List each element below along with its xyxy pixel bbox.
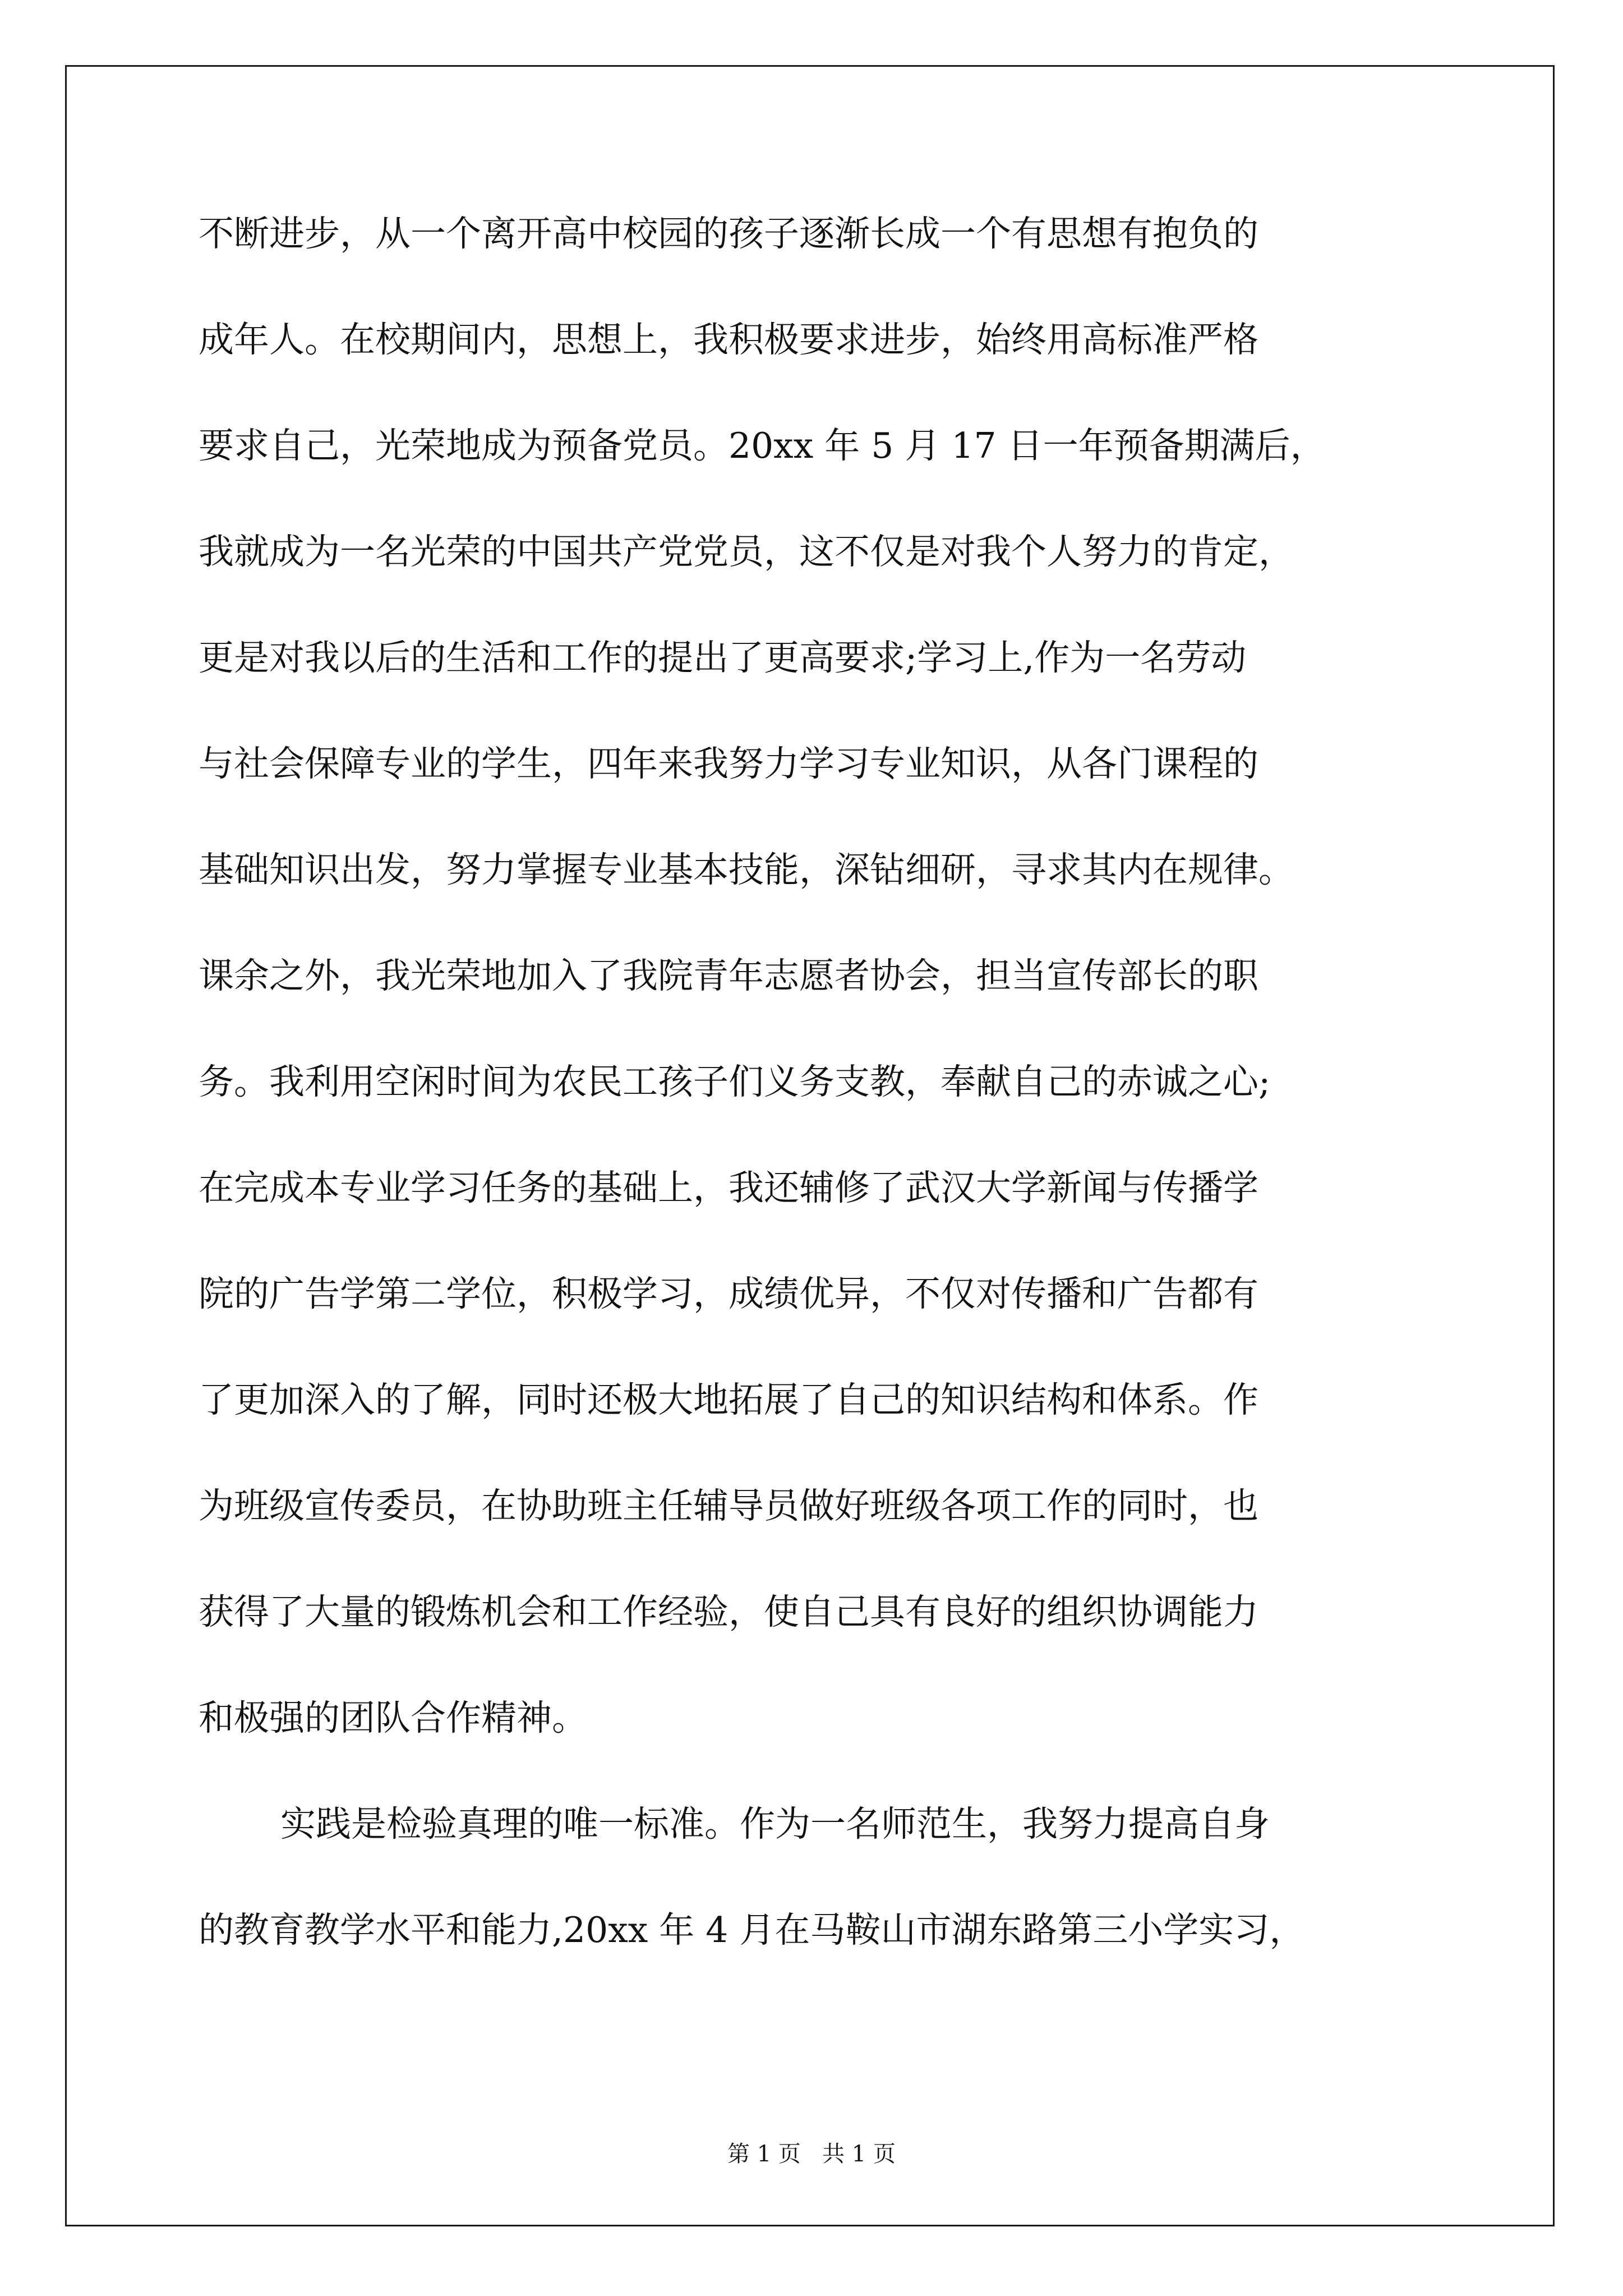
body-line: 要求自己，光荣地成为预备党员。20xx 年 5 月 17 日一年预备期满后， (199, 425, 1326, 466)
body-line: 的教育教学水平和能力,20xx 年 4 月在马鞍山市湖东路第三小学实习， (199, 1910, 1305, 1950)
body-line: 在完成本专业学习任务的基础上，我还辅修了武汉大学新闻与传播学 (199, 1167, 1258, 1208)
body-line: 更是对我以后的生活和工作的提出了更高要求;学习上,作为一名劳动 (199, 637, 1247, 678)
body-line: 不断进步，从一个离开高中校园的孩子逐渐长成一个有思想有抱负的 (199, 213, 1258, 254)
body-line: 为班级宣传委员，在协助班主任辅导员做好班级各项工作的同时，也 (199, 1485, 1258, 1526)
body-line: 务。我利用空闲时间为农民工孩子们义务支教，奉献自己的赤诚之心; (199, 1061, 1271, 1102)
page-number-footer: 第 1 页 共 1 页 (727, 2141, 896, 2167)
body-line: 基础知识出发，努力掌握专业基本技能，深钻细研，寻求其内在规律。 (199, 849, 1294, 890)
body-line: 院的广告学第二学位，积极学习，成绩优异，不仅对传播和广告都有 (199, 1273, 1258, 1314)
page-border (65, 65, 1555, 2226)
body-line: 我就成为一名光荣的中国共产党党员，这不仅是对我个人努力的肯定， (199, 531, 1294, 572)
body-line: 与社会保障专业的学生，四年来我努力学习专业知识，从各门课程的 (199, 743, 1258, 784)
paragraph-first-line: 实践是检验真理的唯一标准。作为一名师范生，我努力提高自身 (280, 1803, 1270, 1844)
body-line: 课余之外，我光荣地加入了我院青年志愿者协会，担当宣传部长的职 (199, 955, 1258, 996)
body-line: 了更加深入的了解，同时还极大地拓展了自己的知识结构和体系。作 (199, 1379, 1258, 1420)
body-line: 成年人。在校期间内，思想上，我积极要求进步，始终用高标准严格 (199, 319, 1258, 360)
body-line: 和极强的团队合作精神。 (199, 1697, 587, 1738)
body-line: 获得了大量的锻炼机会和工作经验，使自己具有良好的组织协调能力 (199, 1591, 1258, 1632)
